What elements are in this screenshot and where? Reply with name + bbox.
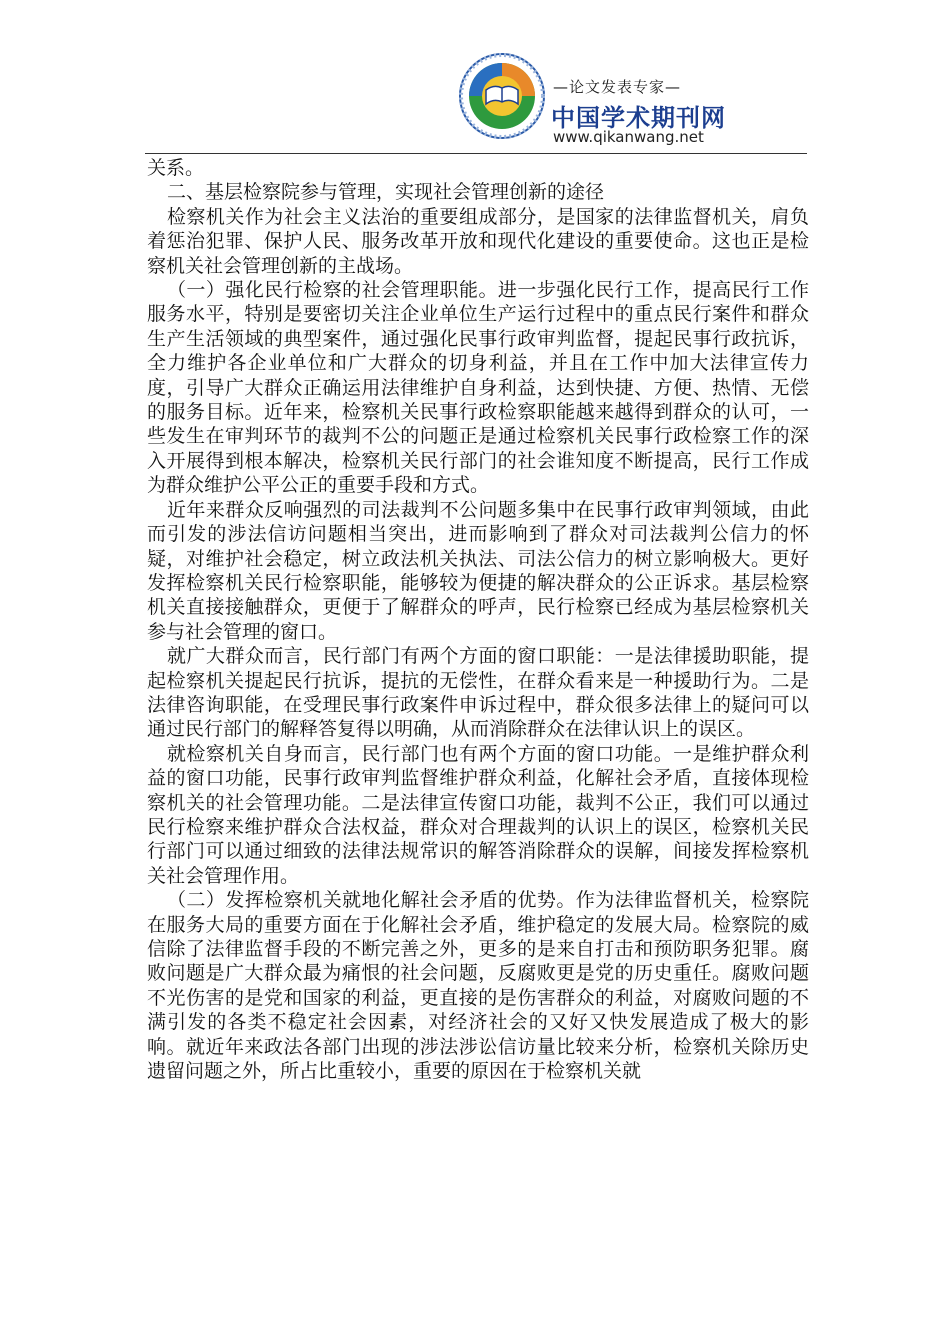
paragraph: 检察机关作为社会主义法治的重要组成部分，是国家的法律监督机关，肩负着惩治犯罪、保护人民、服务改革开放和现代化建设的重要使命。这也正是检察机关社会管理创新的主战场。 [147, 205, 809, 277]
paragraph: 近年来群众反响强烈的司法裁判不公问题多集中在民事行政审判领域，由此而引发的涉法信访问题相当突出，进而影响到了群众对司法裁判公信力的怀疑，对维护社会稳定，树立政法机关执法、司法公信力的树立影响极大。更好发挥检察机关民行检察职能，能够较为便捷的解决群众的公正诉求。基层检察机关直接接触群众，更便于了解群众的呼声，民行检察已经成为基层检察机关参与社会管理的窗口。 [147, 498, 809, 643]
logo-slogan: —论文发表专家— [553, 78, 682, 96]
document-body [147, 156, 809, 1083]
paragraph: 就检察机关自身而言，民行部门也有两个方面的窗口功能。一是维护群众利益的窗口功能，民事行政审判监督维护群众利益，化解社会矛盾，直接体现检察机关的社会管理功能。二是法律宣传窗口功能，裁判不公正，我们可以通过民行检察来维护群众合法权益，群众对合理裁判的认识上的误区，检察机关民行部门可以通过细致的法律法规常识的解答消除群众的误解，间接发挥检察机关社会管理作用。 [147, 742, 809, 887]
paragraph: （一）强化民行检察的社会管理职能。进一步强化民行工作，提高民行工作服务水平，特别是要密切关注企业单位生产运行过程中的重点民行案件和群众生产生活领域的典型案件，通过强化民事行政审判监督，提起民事行政抗诉，全力维护各企业单位和广大群众的切身利益，并且在工作中加大法律宣传力度，引导广大群众正确运用法律维护自身利益，达到快捷、方便、热情、无偿的服务目标。近年来，检察机关民事行政检察职能越来越得到群众的认可，一些发生在审判环节的裁判不公的问题正是通过检察机关民事行政检察工作的深入开展得到根本解决，检察机关民行部门的社会谁知度不断提高，民行工作成为群众维护公平公正的重要手段和方式。 [147, 279, 809, 497]
paragraph: （二）发挥检察机关就地化解社会矛盾的优势。作为法律监督机关，检察院在服务大局的重要方面在于化解社会矛盾，维护稳定的发展大局。检察院的威信除了法律监督手段的不断完善之外，更多的是来自打击和预防职务犯罪。腐败问题是广大群众最为痛恨的社会问题，反腐败更是党的历史重任。腐败问题不光伤害的是党和国家的利益，更直接的是伤害群众的利益，对腐败问题的不满引发的各类不稳定社会因素，对经济社会的又好又快发展造成了极大的影响。就近年来政法各部门出现的涉法涉讼信访量比较来分析，检察机关除历史遗留问题之外，所占比重较小，重要的原因在于检察机关就 [147, 889, 809, 1083]
paragraph: 就广大群众而言，民行部门有两个方面的窗口职能：一是法律援助职能，提起检察机关提起民行抗诉，提抗的无偿性，在群众看来是一种援助行为。二是法律咨询职能，在受理民事行政案件申诉过程中，群众很多法律上的疑问可以通过民行部门的解释答复得以明确，从而消除群众在法律认识上的误区。 [147, 645, 809, 741]
paragraph-continuation: 关系。 [147, 157, 205, 179]
page-header [0, 0, 950, 160]
logo-url: www.qikanwang.net [553, 128, 704, 146]
header-divider [145, 153, 807, 154]
logo-site-name: 中国学术期刊网 [551, 104, 726, 132]
section-heading: 二、基层检察院参与管理，实现社会管理创新的途径 [166, 181, 604, 204]
globe-book-icon [458, 52, 546, 140]
